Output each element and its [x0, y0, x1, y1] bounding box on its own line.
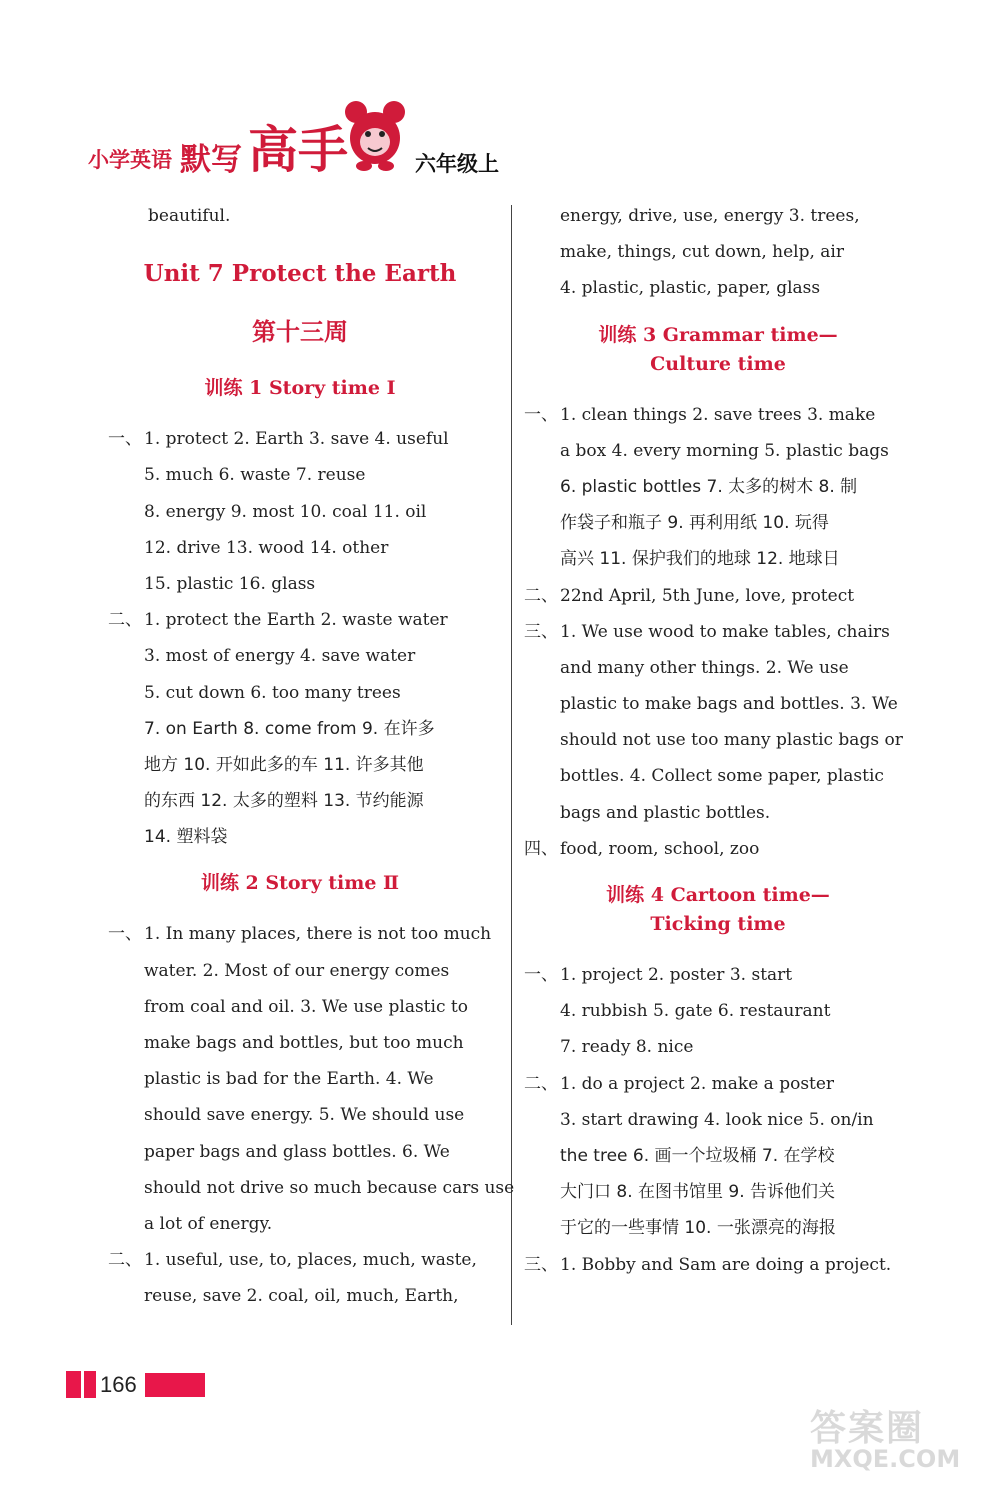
footer-decor-block — [84, 1371, 96, 1398]
watermark-cn: 答案圈 — [810, 1408, 925, 1449]
section-marker: 一、 — [524, 404, 558, 425]
header-grade: 六年级上 — [415, 152, 499, 176]
answer-line: 6. plastic bottles 7. 太多的树木 8. 制 — [560, 476, 858, 497]
answer-line: 二、 1. useful, use, to, places, much, waste, — [108, 1242, 492, 1278]
answer-line: 3. start drawing 4. look nice 5. on/in — [560, 1109, 874, 1130]
answer-line: should save energy. 5. We should use — [144, 1105, 465, 1126]
section-marker: 四、 — [524, 838, 558, 859]
answer-line: 5. cut down 6. too many trees — [144, 682, 401, 703]
page-number: 166 — [100, 1371, 137, 1397]
right-column — [524, 198, 912, 1283]
answer-line: should not use too many plastic bags or — [560, 730, 903, 751]
answer-line: the tree 6. 画一个垃圾桶 7. 在学校 — [560, 1145, 835, 1166]
answer-line: 三、 1. Bobby and Sam are doing a project. — [524, 1247, 912, 1283]
answer-line: 高兴 11. 保护我们的地球 12. 地球日 — [560, 549, 840, 570]
answer-line: 一、 1. In many places, there is not too much — [108, 916, 492, 952]
week-title: 第十三周 — [252, 318, 348, 347]
answer-line: should not drive so much because cars use — [144, 1177, 515, 1198]
answer-line: a box 4. every morning 5. plastic bags — [560, 440, 889, 461]
answer-line: 二、 1. do a project 2. make a poster — [524, 1066, 912, 1102]
answer-line: 4. rubbish 5. gate 6. restaurant — [560, 1001, 831, 1022]
header-series-big: 高手 — [248, 120, 348, 179]
answer-line: bags and plastic bottles. — [560, 802, 771, 823]
answer-line: 5. much 6. waste 7. reuse — [144, 465, 366, 486]
section-marker: 二、 — [108, 610, 142, 631]
answer-line: 14. 塑料袋 — [144, 827, 228, 848]
answer-line: 二、 1. protect the Earth 2. waste water — [108, 602, 492, 638]
header-series-prefix: 小学英语 — [88, 148, 172, 172]
answer-line: 3. most of energy 4. save water — [144, 646, 416, 667]
answer-line: and many other things. 2. We use — [560, 657, 849, 678]
answer-line: 于它的一些事情 10. 一张漂亮的海报 — [560, 1218, 836, 1239]
section-marker: 二、 — [108, 1250, 142, 1271]
answer-line: bottles. 4. Collect some paper, plastic — [560, 766, 884, 787]
answer-line: 大门口 8. 在图书馆里 9. 告诉他们关 — [560, 1182, 836, 1203]
answer-line: energy, drive, use, energy 3. trees, — [560, 206, 860, 226]
continued-text: beautiful. — [148, 206, 231, 226]
answer-line: 7. on Earth 8. come from 9. 在许多 — [144, 718, 435, 739]
section-marker: 三、 — [524, 1254, 558, 1275]
answer-line: paper bags and glass bottles. 6. We — [144, 1141, 450, 1162]
mascot-logo-icon — [338, 98, 412, 174]
column-divider — [511, 205, 512, 1325]
section-title-line: Culture time — [650, 352, 786, 375]
section-title-line: 训练 4 Cartoon time— — [606, 884, 830, 906]
answer-line: plastic is bad for the Earth. 4. We — [144, 1069, 434, 1090]
answer-line: a lot of energy. — [144, 1213, 273, 1234]
section-marker: 二、 — [524, 1073, 558, 1094]
answer-line: 15. plastic 16. glass — [144, 573, 316, 594]
answer-line: 7. ready 8. nice — [560, 1037, 694, 1058]
section-marker: 三、 — [524, 621, 558, 642]
answer-line: plastic to make bags and bottles. 3. We — [560, 694, 898, 715]
section-marker: 一、 — [108, 429, 142, 450]
section-marker: 二、 — [524, 585, 558, 606]
answer-line: 8. energy 9. most 10. coal 11. oil — [144, 501, 427, 522]
answer-line: 4. plastic, plastic, paper, glass — [560, 278, 821, 299]
header-series-middle: 默写 — [180, 142, 242, 178]
left-column — [108, 198, 515, 1315]
section-title-line: 训练 3 Grammar time— — [598, 323, 838, 346]
answer-line: 一、 1. project 2. poster 3. start — [524, 957, 912, 993]
answer-line: 一、 1. clean things 2. save trees 3. make — [524, 397, 912, 433]
section-title-training-3 — [524, 321, 912, 379]
answer-line: 三、 1. We use wood to make tables, chairs — [524, 614, 912, 650]
answer-line: 12. drive 13. wood 14. other — [144, 537, 389, 558]
section-title-line: Ticking time — [650, 913, 786, 935]
answer-line: make bags and bottles, but too much — [144, 1033, 464, 1053]
answer-line: 地方 10. 开如此多的车 11. 许多其他 — [144, 754, 424, 775]
answer-line: from coal and oil. 3. We use plastic to — [144, 996, 468, 1017]
watermark-logo — [810, 1400, 990, 1480]
section-title-training-1: 训练 1 Story time Ⅰ — [204, 377, 396, 400]
answer-line: 四、 food, room, school, zoo — [524, 831, 912, 867]
footer-decor-bar — [145, 1373, 205, 1397]
answer-line: 作袋子和瓶子 9. 再利用纸 10. 玩得 — [560, 513, 829, 534]
section-title-training-4 — [524, 881, 912, 939]
section-title-training-2: 训练 2 Story time Ⅱ — [200, 872, 400, 895]
section-marker: 一、 — [524, 965, 558, 985]
book-header — [88, 118, 528, 178]
answer-line: reuse, save 2. coal, oil, much, Earth, — [144, 1286, 459, 1307]
answer-line: water. 2. Most of our energy comes — [144, 960, 450, 981]
watermark-en: MXQE.COM — [810, 1445, 961, 1473]
section-marker: 一、 — [108, 924, 142, 945]
answer-line: make, things, cut down, help, air — [560, 242, 844, 263]
unit-title: Unit 7 Protect the Earth — [143, 260, 457, 288]
answer-line: 的东西 12. 太多的塑料 13. 节约能源 — [144, 791, 424, 812]
answer-line: 一、 1. protect 2. Earth 3. save 4. useful — [108, 421, 492, 457]
footer-decor-block — [66, 1371, 81, 1398]
page-footer — [66, 1371, 205, 1398]
answer-line: 二、 22nd April, 5th June, love, protect — [524, 578, 912, 614]
